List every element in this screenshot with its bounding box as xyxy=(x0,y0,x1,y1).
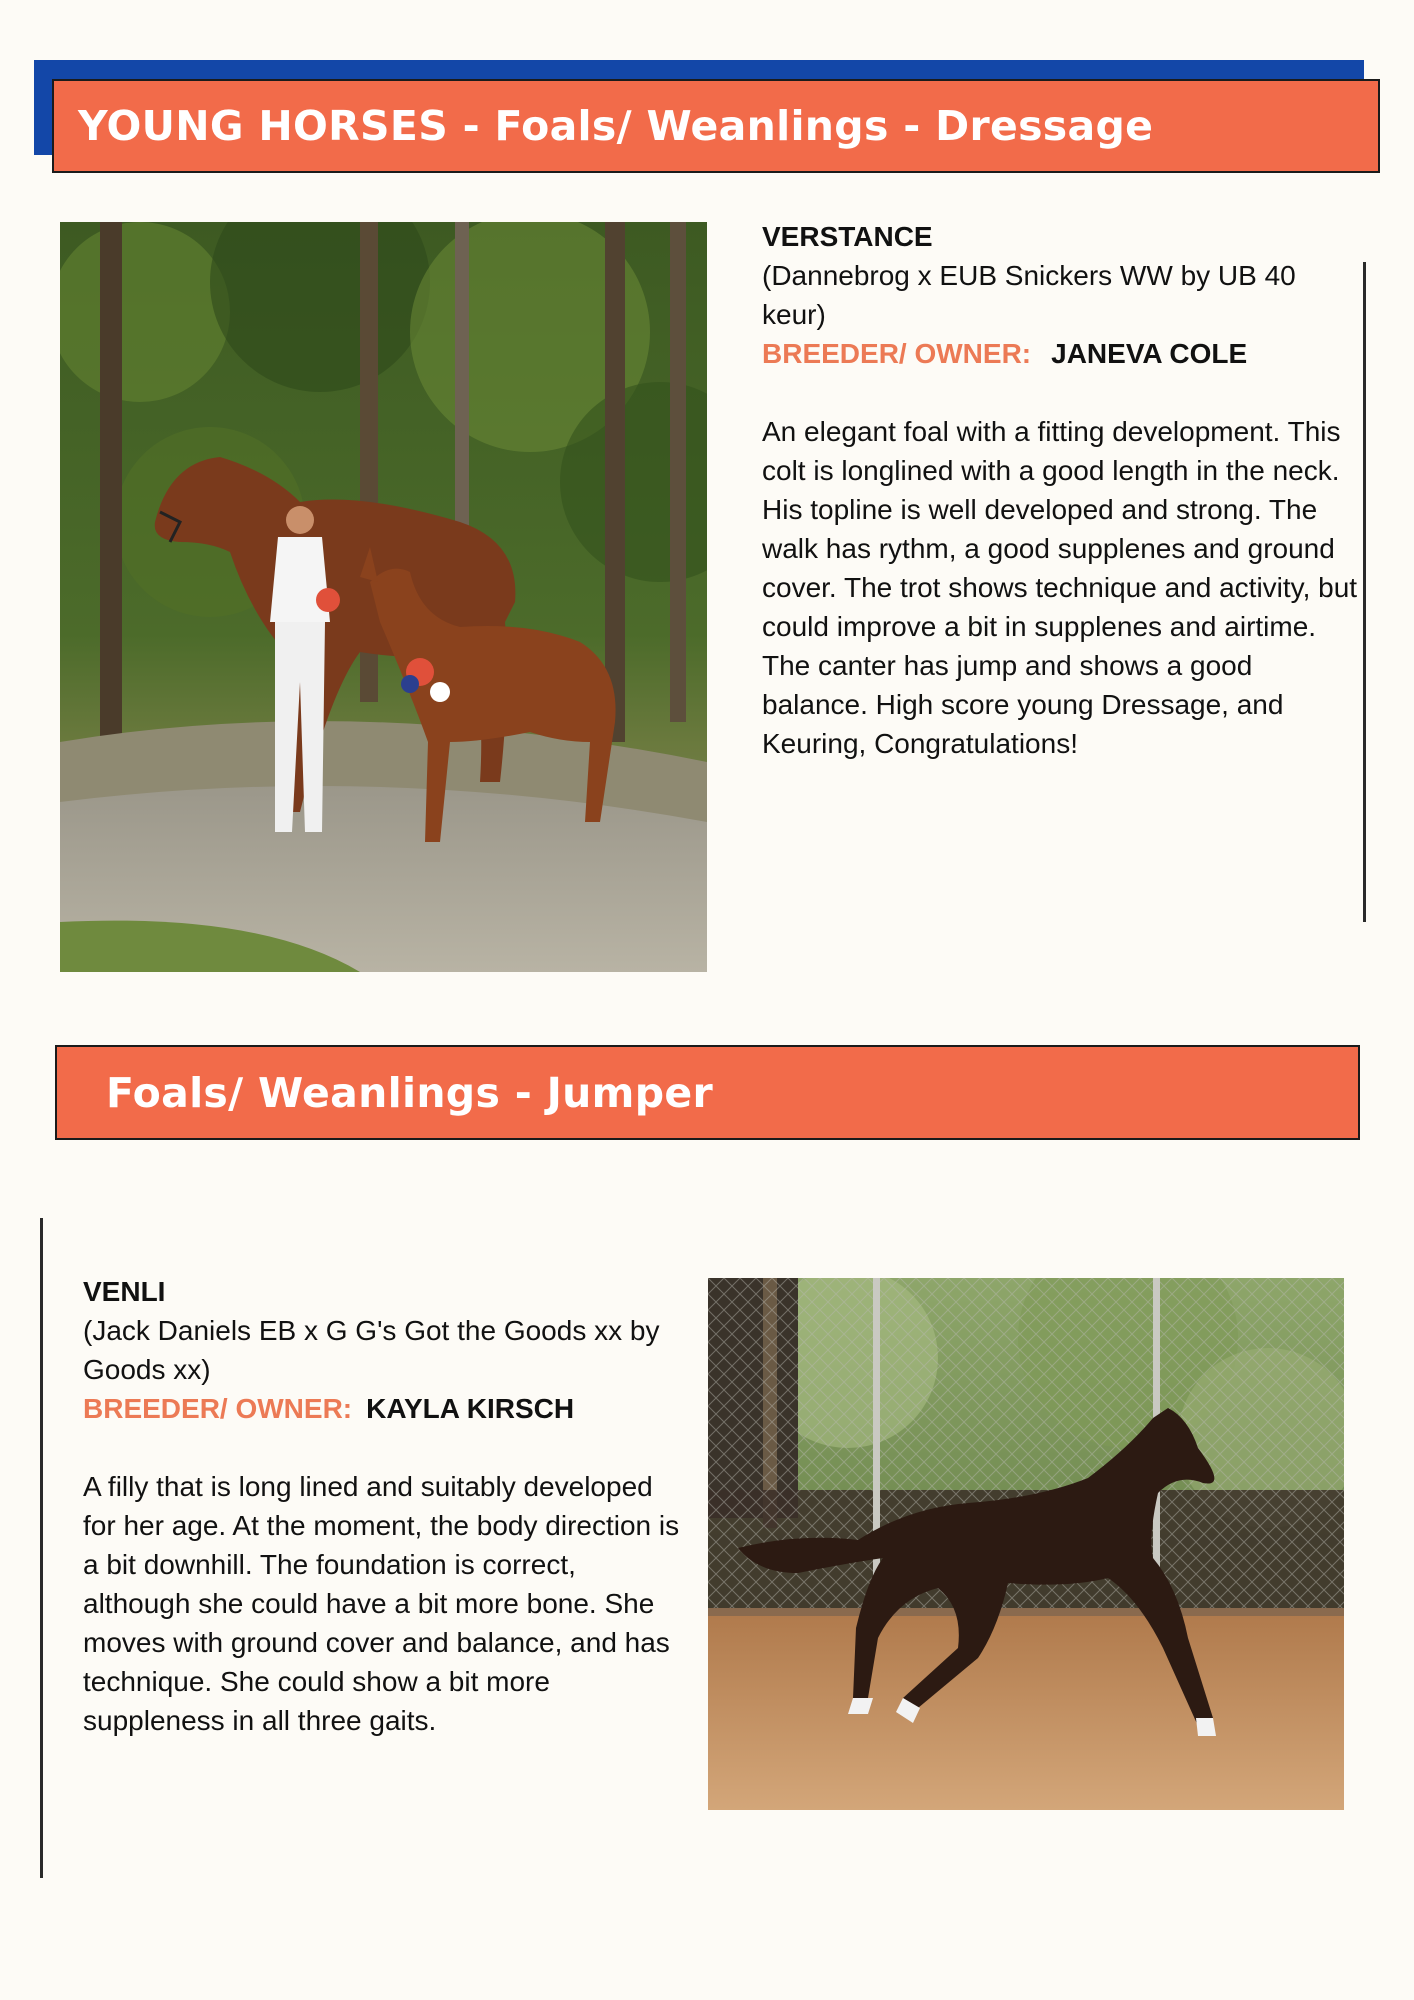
breeder-row xyxy=(762,334,1362,373)
breeder-name: KAYLA KIRSCH xyxy=(366,1393,575,1424)
breeder-row xyxy=(83,1389,683,1428)
breeder-name: JANEVA COLE xyxy=(1051,338,1248,369)
horse-description: A filly that is long lined and suitably developed for her age. At the moment, the body direction is a bit downhill. The foundation is correct, although she could have a bit more bone. She moves with ground cover and balance, and has technique. She could show a bit more suppleness in all three gaits. xyxy=(83,1471,680,1736)
verstance-info xyxy=(762,217,1362,763)
banner-title: YOUNG HORSES - Foals/ Weanlings - Dressage xyxy=(78,102,1154,150)
breeder-label: BREEDER/ OWNER: xyxy=(762,338,1032,369)
breeder-label: BREEDER/ OWNER: xyxy=(83,1393,353,1424)
divider-line xyxy=(1363,262,1366,922)
horse-name: VERSTANCE xyxy=(762,221,933,252)
banner-title: Foals/ Weanlings - Jumper xyxy=(106,1068,713,1117)
venli-info xyxy=(83,1272,683,1740)
divider-line xyxy=(40,1218,43,1878)
verstance-photo xyxy=(60,222,707,972)
horse-name: VENLI xyxy=(83,1276,166,1307)
section-banner-dressage xyxy=(52,79,1380,173)
pedigree: (Jack Daniels EB x G G's Got the Goods xx by Goods xx) xyxy=(83,1315,660,1385)
venli-photo xyxy=(708,1278,1344,1810)
section-banner-jumper xyxy=(55,1045,1360,1140)
horse-description: An elegant foal with a fitting development. This colt is longlined with a good length in the neck. His topline is well developed and strong. The walk has rythm, a good supplenes and ground cover. The trot shows technique and activity, but could improve a bit in supplenes and airtime. The canter has jump and shows a good balance. High score young Dressage, and Keuring, Congratulations! xyxy=(762,416,1358,759)
pedigree: (Dannebrog x EUB Snickers WW by UB 40 keur) xyxy=(762,260,1296,330)
